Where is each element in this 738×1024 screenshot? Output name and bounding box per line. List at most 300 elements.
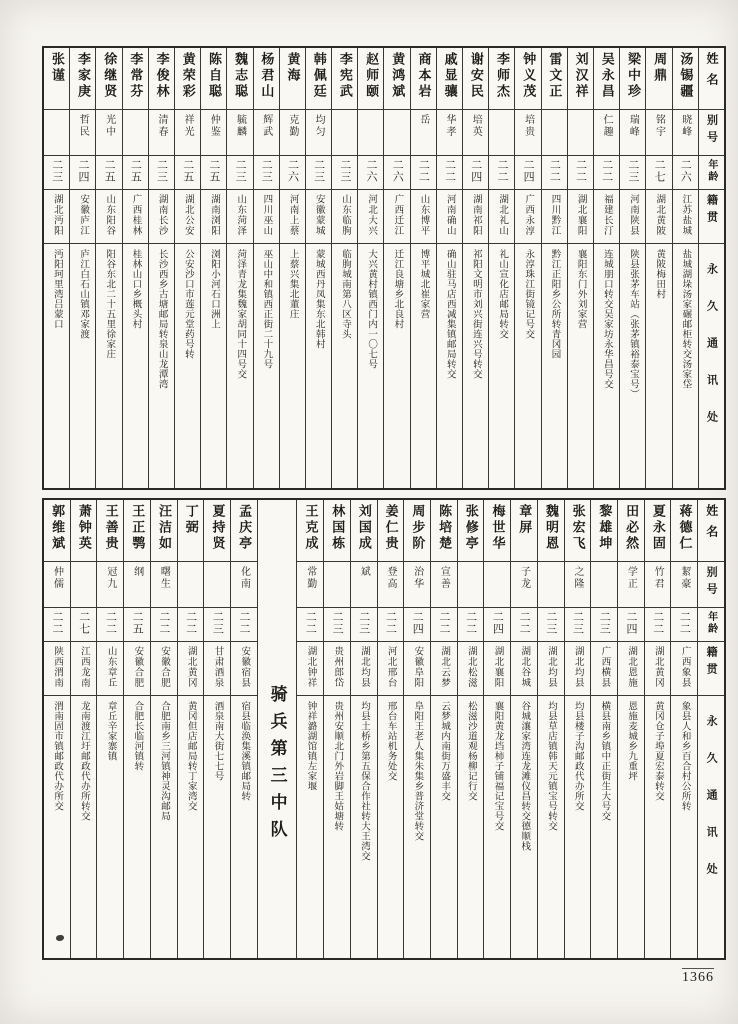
- address-cell: [227, 244, 252, 488]
- person-column: [510, 500, 537, 958]
- person-address: 云梦城内南街万盛丰交: [439, 701, 450, 801]
- alias-cell: [71, 562, 97, 608]
- person-origin: 湖北均县: [572, 646, 583, 688]
- origin-cell: [384, 190, 409, 244]
- header-origin-label: 籍贯: [705, 194, 718, 228]
- person-column: [122, 48, 148, 488]
- person-name: 张修亭: [463, 504, 479, 552]
- person-age: 二二: [238, 611, 251, 635]
- age-cell: [404, 608, 430, 642]
- person-address: 巫山中和镇西正街二十九号: [261, 249, 272, 369]
- person-age: 二四: [522, 159, 535, 183]
- person-name: 蒋德仁: [677, 504, 693, 552]
- name-cell: [280, 48, 305, 110]
- address-cell: [620, 244, 645, 488]
- alias-cell: [458, 562, 484, 608]
- person-alias: 常勤: [304, 566, 316, 590]
- origin-cell: [620, 190, 645, 244]
- age-cell: [201, 156, 226, 190]
- age-cell: [538, 608, 564, 642]
- person-origin: 广西桂林: [130, 194, 141, 236]
- name-cell: [227, 48, 252, 110]
- age-cell: [358, 156, 383, 190]
- alias-cell: [297, 562, 323, 608]
- name-cell: [44, 500, 70, 562]
- alias-cell: [178, 562, 204, 608]
- person-alias: 子龙: [518, 566, 530, 590]
- name-cell: [568, 48, 593, 110]
- person-origin: 安徽阜阳: [412, 646, 423, 688]
- age-cell: [306, 156, 331, 190]
- header-origin-label: 籍贯: [705, 646, 718, 680]
- age-cell: [97, 608, 123, 642]
- header-cell-name: [699, 48, 724, 110]
- person-column: [253, 48, 279, 488]
- person-address: 蒙城西丹凤集东北韩村: [313, 249, 324, 349]
- name-cell: [437, 48, 462, 110]
- alias-cell: [384, 110, 409, 156]
- address-cell: [542, 244, 567, 488]
- alias-cell: [231, 562, 257, 608]
- age-cell: [70, 156, 95, 190]
- person-column: [672, 48, 698, 488]
- person-address: 公安沙口市莲元堂药号转: [182, 249, 193, 359]
- name-cell: [618, 500, 644, 562]
- person-column: [357, 48, 383, 488]
- age-cell: [280, 156, 305, 190]
- person-origin: 湖北黄冈: [652, 646, 663, 688]
- person-origin: 湖北均县: [358, 646, 369, 688]
- origin-cell: [70, 190, 95, 244]
- person-column: [383, 48, 409, 488]
- origin-cell: [673, 190, 698, 244]
- person-name: 李俊林: [154, 52, 170, 100]
- person-age: 二六: [365, 159, 377, 183]
- person-column: [403, 500, 430, 958]
- person-name: 李师杰: [495, 52, 511, 100]
- person-origin: 湖北黄陂: [654, 194, 665, 236]
- address-cell: [591, 696, 617, 958]
- origin-cell: [511, 642, 537, 696]
- person-alias: 之隆: [571, 566, 583, 590]
- person-name: 周步阶: [410, 504, 426, 552]
- person-origin: 湖北松滋: [465, 646, 476, 688]
- age-cell: [297, 608, 323, 642]
- alias-cell: [96, 110, 121, 156]
- header-cell-alias: [699, 110, 724, 156]
- person-age: 二三: [544, 611, 557, 635]
- origin-cell: [378, 642, 404, 696]
- person-age: 二六: [391, 159, 404, 183]
- age-cell: [124, 608, 150, 642]
- person-address: 松滋沙道观杨柳记行交: [465, 701, 476, 801]
- name-cell: [44, 48, 69, 110]
- address-cell: [204, 696, 230, 958]
- unit-column: [257, 500, 297, 958]
- person-age: 二二: [574, 159, 587, 183]
- person-name: 田必然: [624, 504, 640, 552]
- origin-cell: [97, 642, 123, 696]
- person-age: 二六: [286, 159, 299, 183]
- origin-cell: [123, 190, 148, 244]
- person-age: 二二: [678, 611, 691, 635]
- person-column: [226, 48, 252, 488]
- address-cell: [437, 244, 462, 488]
- person-column: [230, 500, 257, 958]
- origin-cell: [458, 642, 484, 696]
- person-origin: 湖北襄阳: [492, 646, 503, 688]
- address-cell: [618, 696, 644, 958]
- origin-cell: [484, 642, 510, 696]
- header-cell-age: [699, 156, 724, 190]
- unit-label: 骑兵第三中队: [267, 685, 287, 847]
- person-age: 二五: [103, 159, 116, 183]
- address-cell: [404, 696, 430, 958]
- person-name: 汤锡疆: [678, 52, 694, 100]
- person-origin: 江苏盐城: [680, 194, 691, 236]
- person-name: 萧钟英: [76, 504, 92, 552]
- person-address: 均县楼子沟邮政代办所交: [572, 701, 583, 811]
- name-cell: [458, 500, 484, 562]
- person-origin: 陕西渭南: [52, 646, 63, 688]
- person-column: [95, 48, 121, 488]
- name-cell: [463, 48, 488, 110]
- person-address: 桂林山口乡概头村: [130, 249, 141, 329]
- person-origin: 河南陕县: [628, 194, 639, 236]
- age-cell: [149, 156, 174, 190]
- person-column: [645, 48, 671, 488]
- address-cell: [511, 696, 537, 958]
- person-origin: 湖北云梦: [439, 646, 450, 688]
- name-cell: [538, 500, 564, 562]
- person-column: [177, 500, 204, 958]
- alias-cell: [645, 562, 671, 608]
- person-address: 上蔡兴集北董庄: [287, 249, 298, 319]
- person-age: 二三: [260, 159, 273, 183]
- origin-cell: [565, 642, 591, 696]
- person-column: [619, 48, 645, 488]
- origin-cell: [178, 642, 204, 696]
- person-age: 二四: [491, 611, 504, 635]
- name-cell: [201, 48, 226, 110]
- alias-cell: [97, 562, 123, 608]
- name-cell: [484, 500, 510, 562]
- person-age: 二三: [50, 159, 63, 183]
- origin-cell: [332, 190, 357, 244]
- person-origin: 安徽庐江: [78, 194, 89, 236]
- person-name: 章屏: [517, 504, 533, 536]
- person-age: 二二: [304, 611, 317, 635]
- person-name: 梅世华: [490, 504, 506, 552]
- person-alias: 祥光: [182, 114, 194, 138]
- person-address: 宿县临涣集溪镇邮局转: [239, 701, 250, 801]
- person-address: 襄阳黄龙垱柿子铺福记宝号交: [492, 701, 503, 831]
- person-age: 二二: [548, 159, 561, 183]
- person-address: 阜阳王老人集朱集乡普济堂转交: [412, 701, 423, 841]
- person-origin: 山东菏泽: [235, 194, 246, 236]
- address-cell: [71, 696, 97, 958]
- person-column: [70, 500, 97, 958]
- person-name: 姜仁贵: [383, 504, 399, 552]
- header-name-label: 姓名: [704, 504, 719, 546]
- person-age: 二二: [651, 611, 664, 635]
- person-age: 二三: [338, 159, 351, 183]
- age-cell: [645, 608, 671, 642]
- age-cell: [458, 608, 484, 642]
- alias-cell: [123, 110, 148, 156]
- address-cell: [378, 696, 404, 958]
- alias-cell: [673, 110, 698, 156]
- person-column: [436, 48, 462, 488]
- name-cell: [511, 500, 537, 562]
- person-name: 商本岩: [416, 52, 432, 100]
- person-name: 雷文正: [547, 52, 563, 100]
- person-origin: 湖北公安: [182, 194, 193, 236]
- person-name: 张谨: [49, 52, 65, 84]
- name-cell: [96, 48, 121, 110]
- person-origin: 安徽合肥: [159, 646, 170, 688]
- person-column: [590, 500, 617, 958]
- age-cell: [324, 608, 350, 642]
- address-cell: [124, 696, 150, 958]
- age-cell: [411, 156, 436, 190]
- person-column: [305, 48, 331, 488]
- address-cell: [411, 244, 436, 488]
- person-origin: 河南确山: [444, 194, 455, 236]
- alias-cell: [431, 562, 457, 608]
- person-age: 二二: [184, 611, 197, 635]
- person-column: [350, 500, 377, 958]
- person-column: [69, 48, 95, 488]
- person-address: 阳谷东北二十五里徐家庄: [104, 249, 115, 359]
- person-age: 二三: [357, 611, 370, 635]
- person-name: 黄鸿斌: [390, 52, 406, 100]
- name-cell: [178, 500, 204, 562]
- person-column: [96, 500, 123, 958]
- person-column: [200, 48, 226, 488]
- person-alias: 絜豪: [678, 566, 690, 590]
- person-origin: 河北大兴: [366, 194, 377, 236]
- name-cell: [254, 48, 279, 110]
- person-name: 陈自聪: [206, 52, 222, 100]
- person-name: 刘汉祥: [573, 52, 589, 100]
- person-age: 二五: [129, 159, 142, 183]
- name-cell: [384, 48, 409, 110]
- address-cell: [306, 244, 331, 488]
- person-address: 襄阳东门外刘家营: [575, 249, 586, 329]
- header-cell-origin: [698, 642, 724, 696]
- address-cell: [594, 244, 619, 488]
- person-age: 二七: [77, 611, 90, 635]
- alias-cell: [204, 562, 230, 608]
- person-age: 二四: [469, 159, 482, 183]
- person-address: 庐江白石山镇邓家渡: [78, 249, 89, 339]
- person-address: 迁江良塘乡北良村: [392, 249, 403, 329]
- person-address: 永淳珠江街镜记号交: [523, 249, 534, 339]
- person-address: 沔阳珂里湾吕蒙口: [51, 249, 62, 329]
- origin-cell: [437, 190, 462, 244]
- person-alias: 冠九: [104, 566, 116, 590]
- address-cell: [44, 244, 69, 488]
- header-cell-alias: [698, 562, 724, 608]
- address-cell: [324, 696, 350, 958]
- address-cell: [538, 696, 564, 958]
- person-age: 二二: [464, 611, 477, 635]
- origin-cell: [568, 190, 593, 244]
- person-address: 祁阳文明市刘兴街连兴号转交: [470, 249, 481, 379]
- name-cell: [70, 48, 95, 110]
- alias-cell: [351, 562, 377, 608]
- age-cell: [565, 608, 591, 642]
- address-cell: [351, 696, 377, 958]
- person-column: [279, 48, 305, 488]
- address-cell: [178, 696, 204, 958]
- origin-cell: [645, 642, 671, 696]
- address-cell: [463, 244, 488, 488]
- name-cell: [671, 500, 697, 562]
- header-cell-address: [699, 244, 724, 488]
- person-name: 林国栋: [330, 504, 346, 552]
- origin-cell: [306, 190, 331, 244]
- person-column: [541, 48, 567, 488]
- address-cell: [254, 244, 279, 488]
- alias-cell: [538, 562, 564, 608]
- alias-cell: [332, 110, 357, 156]
- person-name: 丁弼: [183, 504, 199, 536]
- name-cell: [97, 500, 123, 562]
- name-cell: [411, 48, 436, 110]
- unit-cell: [258, 500, 297, 958]
- origin-cell: [151, 642, 177, 696]
- person-alias: 宣善: [438, 566, 450, 590]
- person-column: [410, 48, 436, 488]
- person-name: 王正鹗: [130, 504, 146, 552]
- origin-cell: [227, 190, 252, 244]
- address-cell: [484, 696, 510, 958]
- person-name: 王克成: [303, 504, 319, 552]
- person-age: 二三: [571, 611, 584, 635]
- age-cell: [484, 608, 510, 642]
- alias-cell: [280, 110, 305, 156]
- age-cell: [511, 608, 537, 642]
- alias-cell: [324, 562, 350, 608]
- alias-cell: [306, 110, 331, 156]
- origin-cell: [594, 190, 619, 244]
- person-name: 黄海: [285, 52, 301, 84]
- age-cell: [175, 156, 200, 190]
- person-origin: 山东章丘: [105, 646, 116, 688]
- person-name: 谢安民: [468, 52, 484, 100]
- alias-cell: [151, 562, 177, 608]
- age-cell: [378, 608, 404, 642]
- origin-cell: [96, 190, 121, 244]
- person-name: 梁中珍: [625, 52, 641, 100]
- alias-cell: [201, 110, 226, 156]
- person-address: 黔江正阳乡公所转青冈园: [549, 249, 560, 359]
- alias-cell: [671, 562, 697, 608]
- person-name: 魏志聪: [233, 52, 249, 100]
- alias-cell: [404, 562, 430, 608]
- origin-cell: [44, 190, 69, 244]
- name-cell: [594, 48, 619, 110]
- address-cell: [332, 244, 357, 488]
- alias-cell: [646, 110, 671, 156]
- age-cell: [44, 156, 69, 190]
- name-cell: [71, 500, 97, 562]
- person-age: 二七: [653, 159, 666, 183]
- person-address: 贵州安顺北门外岩脚王姑塘转: [332, 701, 343, 831]
- roster-table-top: [42, 46, 726, 490]
- alias-cell: [565, 562, 591, 608]
- alias-cell: [411, 110, 436, 156]
- person-address: 均县土桥乡第五保合作社转大王湾交: [358, 701, 369, 861]
- person-name: 孟庆亭: [237, 504, 253, 552]
- name-cell: [358, 48, 383, 110]
- person-column: [44, 500, 70, 958]
- person-address: 邢台车站机务处交: [385, 701, 396, 781]
- person-address: 大兴黄村镇西门内一〇七号: [366, 249, 377, 369]
- age-cell: [151, 608, 177, 642]
- alias-cell: [511, 562, 537, 608]
- alias-cell: [124, 562, 150, 608]
- person-address: 礼山宣化店邮局转交: [497, 249, 508, 339]
- address-cell: [358, 244, 383, 488]
- address-cell: [175, 244, 200, 488]
- alias-cell: [515, 110, 540, 156]
- age-cell: [44, 608, 70, 642]
- person-column: [617, 500, 644, 958]
- person-origin: 山东阳谷: [104, 194, 115, 236]
- person-age: 二三: [331, 611, 344, 635]
- person-name: 徐继贤: [102, 52, 118, 100]
- person-alias: 曙生: [158, 566, 170, 590]
- roster-table-bottom: [42, 498, 726, 960]
- origin-cell: [351, 642, 377, 696]
- age-cell: [463, 156, 488, 190]
- person-age: 二三: [626, 159, 639, 183]
- person-origin: 湖南长沙: [156, 194, 167, 236]
- person-origin: 湖北襄阳: [575, 194, 586, 236]
- alias-cell: [484, 562, 510, 608]
- origin-cell: [175, 190, 200, 244]
- origin-cell: [231, 642, 257, 696]
- header-age-label: 年龄: [705, 611, 717, 635]
- age-cell: [594, 156, 619, 190]
- person-alias: 辉武: [260, 114, 272, 138]
- origin-cell: [204, 642, 230, 696]
- person-address: 横县南乡镇中正街生大号交: [599, 701, 610, 821]
- origin-cell: [671, 642, 697, 696]
- person-alias: 培贵: [522, 114, 534, 138]
- origin-cell: [404, 642, 430, 696]
- age-cell: [542, 156, 567, 190]
- person-origin: 河南上蔡: [287, 194, 298, 236]
- alias-cell: [618, 562, 644, 608]
- age-cell: [489, 156, 514, 190]
- origin-cell: [297, 642, 323, 696]
- person-name: 夏持贤: [210, 504, 226, 552]
- person-age: 二四: [76, 159, 89, 183]
- person-alias: 华孝: [444, 114, 455, 138]
- person-address: 合肥南乡三河镇神灵沟邮局: [159, 701, 170, 821]
- person-age: 二二: [157, 611, 170, 635]
- name-cell: [378, 500, 404, 562]
- person-address: 象县人和乡百合村公所转: [679, 701, 690, 811]
- person-age: 二二: [104, 611, 117, 635]
- person-name: 夏永固: [650, 504, 666, 552]
- age-cell: [227, 156, 252, 190]
- person-origin: 湖南浏阳: [209, 194, 220, 236]
